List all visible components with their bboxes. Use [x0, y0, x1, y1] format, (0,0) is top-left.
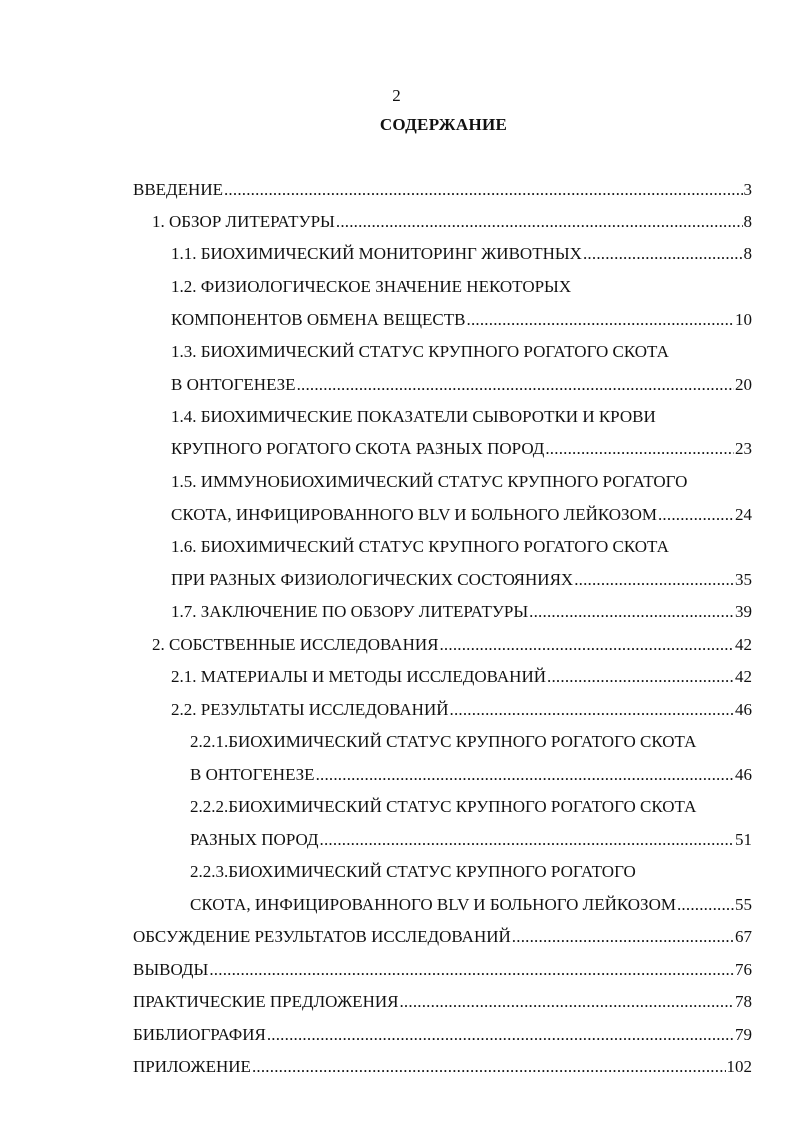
dot-leader — [583, 245, 743, 262]
dot-leader — [574, 571, 734, 588]
dot-leader — [297, 376, 734, 393]
toc-page-number: 42 — [735, 635, 752, 654]
dot-leader — [252, 1058, 726, 1075]
toc-entry-text: ОБСУЖДЕНИЕ РЕЗУЛЬТАТОВ ИССЛЕДОВАНИЙ — [133, 927, 511, 946]
dot-leader — [399, 993, 734, 1010]
toc-entry-1-2[interactable] — [171, 311, 752, 328]
toc-page-number: 78 — [735, 992, 752, 1011]
toc-entry-conclusions[interactable] — [133, 961, 752, 978]
toc-page-number: 8 — [743, 212, 752, 231]
toc-page-number: 3 — [743, 180, 752, 199]
toc-page-number: 67 — [735, 927, 752, 946]
toc-entry-2-2[interactable] — [171, 701, 752, 718]
toc-entry-1-2-line1[interactable]: 1.2. ФИЗИОЛОГИЧЕСКОЕ ЗНАЧЕНИЕ НЕКОТОРЫХ — [171, 277, 572, 296]
dot-leader — [512, 928, 734, 945]
toc-page-number: 51 — [735, 830, 752, 849]
dot-leader — [439, 636, 734, 653]
toc-entry-2-2-3-line1[interactable]: 2.2.3.БИОХИМИЧЕСКИЙ СТАТУС КРУПНОГО РОГАТОГО — [190, 862, 636, 881]
toc-entry-text: 2.1. МАТЕРИАЛЫ И МЕТОДЫ ИССЛЕДОВАНИЙ — [171, 667, 547, 686]
toc-entry-chapter-1[interactable] — [152, 213, 752, 230]
toc-entry-text: В ОНТОГЕНЕЗЕ — [190, 765, 315, 784]
toc-entry-bibliography[interactable] — [133, 1026, 752, 1043]
toc-entry-text: РАЗНЫХ ПОРОД — [190, 830, 319, 849]
dot-leader — [545, 440, 734, 457]
toc-entry-discussion[interactable] — [133, 928, 752, 945]
toc-entry-1-4-line1[interactable]: 1.4. БИОХИМИЧЕСКИЕ ПОКАЗАТЕЛИ СЫВОРОТКИ И КРОВИ — [171, 407, 656, 426]
toc-entry-text: 1. ОБЗОР ЛИТЕРАТУРЫ — [152, 212, 335, 231]
toc-entry-text: ПРАКТИЧЕСКИЕ ПРЕДЛОЖЕНИЯ — [133, 992, 399, 1011]
dot-leader — [336, 213, 743, 230]
toc-entry-1-7[interactable] — [171, 603, 752, 620]
toc-page-number: 10 — [735, 310, 752, 329]
toc-entry-1-3[interactable] — [171, 376, 752, 393]
dot-leader — [209, 961, 734, 978]
toc-entry-2-1[interactable] — [171, 668, 752, 685]
toc-entry-chapter-2[interactable] — [152, 636, 752, 653]
toc-entry-text: КРУПНОГО РОГАТОГО СКОТА РАЗНЫХ ПОРОД — [171, 439, 545, 458]
toc-page-number: 79 — [735, 1025, 752, 1044]
dot-leader — [467, 311, 735, 328]
toc-entry-1-1[interactable] — [171, 245, 752, 262]
toc-page-number: 20 — [735, 375, 752, 394]
toc-entry-text: 2. СОБСТВЕННЫЕ ИССЛЕДОВАНИЯ — [152, 635, 439, 654]
toc-entry-proposals[interactable] — [133, 993, 752, 1010]
toc-page-number: 39 — [735, 602, 752, 621]
toc-page-number: 42 — [735, 667, 752, 686]
toc-entry-2-2-3[interactable] — [190, 896, 752, 913]
toc-entry-2-2-1-line1[interactable]: 2.2.1.БИОХИМИЧЕСКИЙ СТАТУС КРУПНОГО РОГАТОГО СКОТА — [190, 732, 697, 751]
toc-entry-text: ПРИ РАЗНЫХ ФИЗИОЛОГИЧЕСКИХ СОСТОЯНИЯХ — [171, 570, 574, 589]
toc-entry-text: 2.2. РЕЗУЛЬТАТЫ ИССЛЕДОВАНИЙ — [171, 700, 449, 719]
toc-entry-1-6-line1[interactable]: 1.6. БИОХИМИЧЕСКИЙ СТАТУС КРУПНОГО РОГАТОГО СКОТА — [171, 537, 669, 556]
toc-entry-appendix[interactable] — [133, 1058, 752, 1075]
dot-leader — [224, 181, 743, 198]
dot-leader — [529, 603, 734, 620]
dot-leader — [658, 506, 734, 523]
toc-entry-1-5-line1[interactable]: 1.5. ИММУНОБИОХИМИЧЕСКИЙ СТАТУС КРУПНОГО РОГАТОГО — [171, 472, 688, 491]
toc-page-number: 35 — [735, 570, 752, 589]
toc-page-number: 76 — [735, 960, 752, 979]
dot-leader — [316, 766, 734, 783]
toc-entry-text: БИБЛИОГРАФИЯ — [133, 1025, 266, 1044]
toc-page-number: 46 — [735, 700, 752, 719]
toc-entry-1-3-line1[interactable]: 1.3. БИОХИМИЧЕСКИЙ СТАТУС КРУПНОГО РОГАТОГО СКОТА — [171, 342, 669, 361]
dot-leader — [677, 896, 734, 913]
page-number: 2 — [392, 86, 401, 105]
dot-leader — [547, 668, 734, 685]
toc-page-number: 24 — [735, 505, 752, 524]
toc-page-number: 23 — [735, 439, 752, 458]
toc-entry-2-2-2-line1[interactable]: 2.2.2.БИОХИМИЧЕСКИЙ СТАТУС КРУПНОГО РОГАТОГО СКОТА — [190, 797, 697, 816]
toc-entry-2-2-1[interactable] — [190, 766, 752, 783]
toc-entry-text: 1.7. ЗАКЛЮЧЕНИЕ ПО ОБЗОРУ ЛИТЕРАТУРЫ — [171, 602, 529, 621]
toc-page-number: 102 — [726, 1057, 752, 1076]
toc-entry-1-5[interactable] — [171, 506, 752, 523]
toc-entry-text: ВВЕДЕНИЕ — [133, 180, 223, 199]
toc-entry-text: СКОТА, ИНФИЦИРОВАННОГО BLV И БОЛЬНОГО ЛЕЙКОЗОМ — [171, 505, 657, 524]
toc-entry-text: ПРИЛОЖЕНИЕ — [133, 1057, 251, 1076]
toc-page-number: 8 — [743, 244, 752, 263]
toc-entry-text: В ОНТОГЕНЕЗЕ — [171, 375, 296, 394]
toc-entry-intro[interactable] — [133, 181, 752, 198]
toc-page-number: 55 — [735, 895, 752, 914]
toc-entry-text: ВЫВОДЫ — [133, 960, 209, 979]
toc-entry-text: КОМПОНЕНТОВ ОБМЕНА ВЕЩЕСТВ — [171, 310, 466, 329]
toc-entry-2-2-2[interactable] — [190, 831, 752, 848]
dot-leader — [320, 831, 734, 848]
toc-entry-text: СКОТА, ИНФИЦИРОВАННОГО BLV И БОЛЬНОГО ЛЕЙКОЗОМ — [190, 895, 676, 914]
toc-entry-1-6[interactable] — [171, 571, 752, 588]
toc-page-number: 46 — [735, 765, 752, 784]
toc-entry-1-4[interactable] — [171, 440, 752, 457]
dot-leader — [267, 1026, 734, 1043]
page-title: СОДЕРЖАНИЕ — [379, 115, 508, 134]
toc-entry-text: 1.1. БИОХИМИЧЕСКИЙ МОНИТОРИНГ ЖИВОТНЫХ — [171, 244, 582, 263]
dot-leader — [450, 701, 735, 718]
